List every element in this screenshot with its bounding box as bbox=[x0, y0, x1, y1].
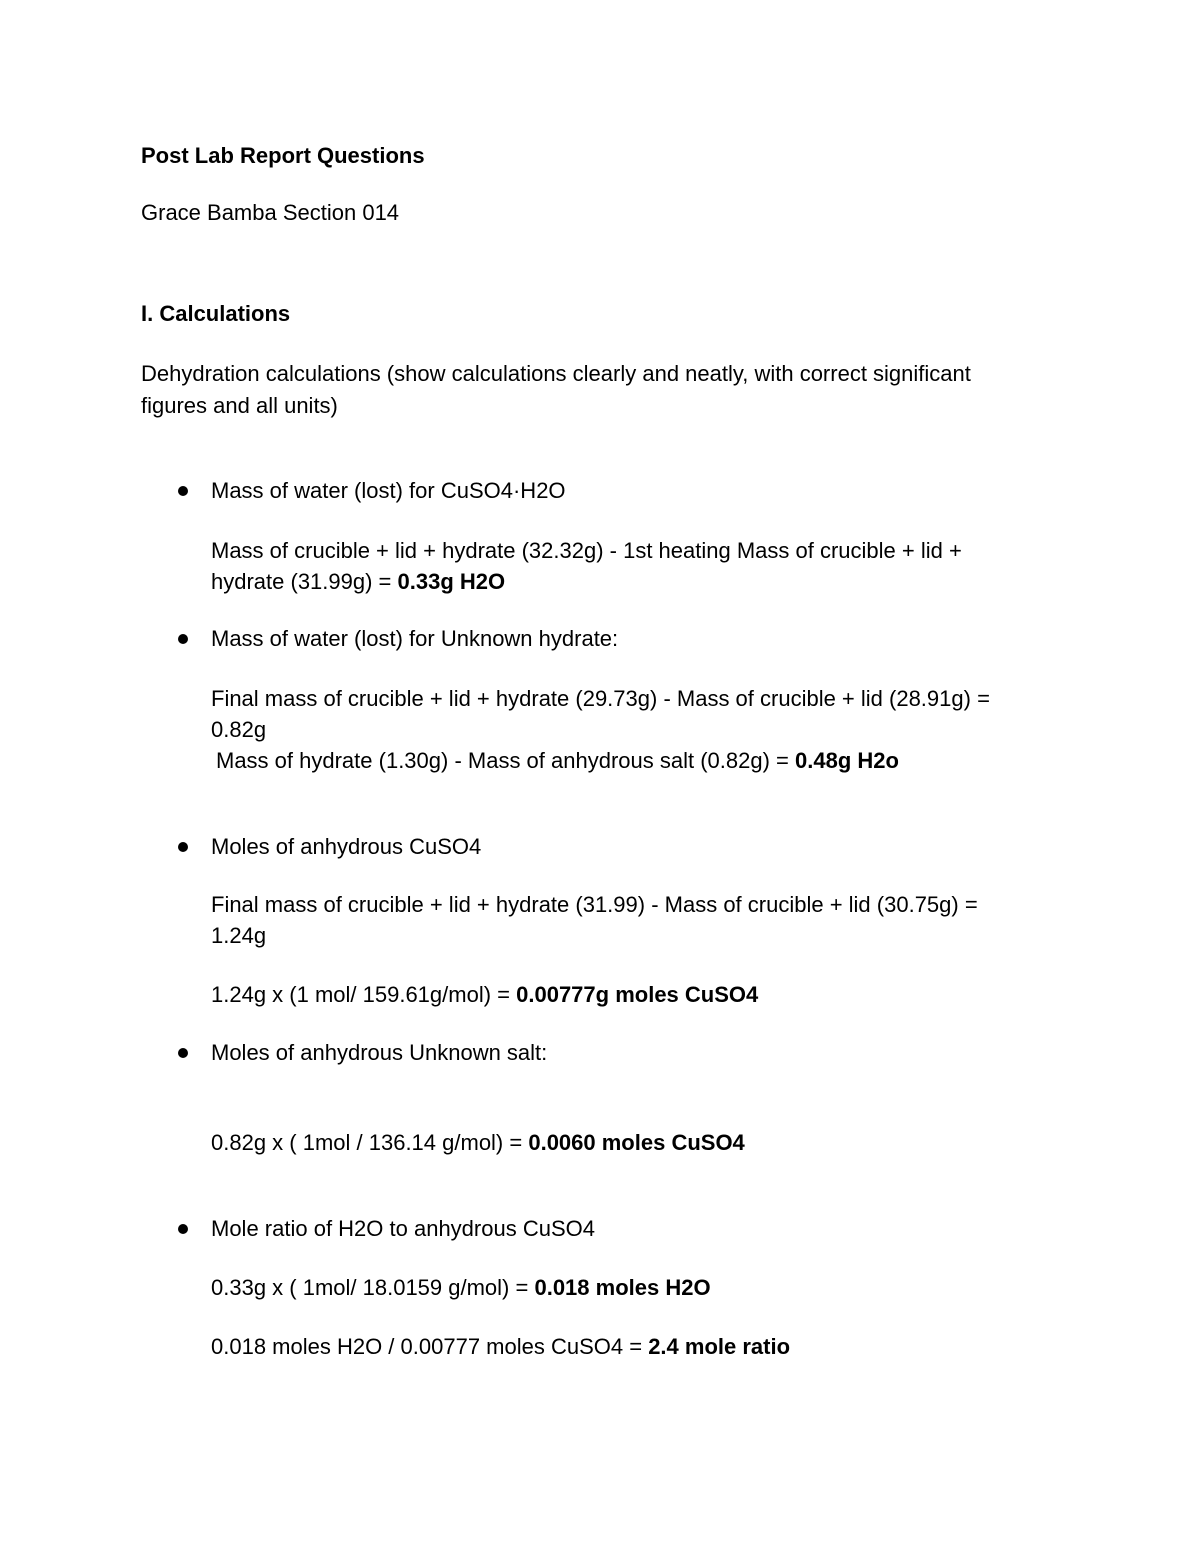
bullet-icon bbox=[178, 1048, 188, 1058]
bullet-icon bbox=[178, 634, 188, 644]
item-line: 1.24g bbox=[211, 923, 267, 948]
item-line: hydrate (31.99g) = 0.33g H2O bbox=[211, 569, 506, 594]
item-line: 1.24g x (1 mol/ 159.61g/mol) = 0.00777g moles CuSO4 bbox=[211, 982, 759, 1007]
bullet-icon bbox=[178, 1224, 188, 1234]
page-title: Post Lab Report Questions bbox=[141, 143, 425, 168]
item-line: Mass of hydrate (1.30g) - Mass of anhydrous salt (0.82g) = 0.48g H2o bbox=[216, 748, 899, 773]
item-label: Moles of anhydrous Unknown salt: bbox=[211, 1040, 548, 1065]
item-line: 0.82g x ( 1mol / 136.14 g/mol) = 0.0060 moles CuSO4 bbox=[211, 1130, 745, 1155]
section-heading: I. Calculations bbox=[141, 301, 291, 326]
item-label: Mole ratio of H2O to anhydrous CuSO4 bbox=[211, 1216, 595, 1241]
item-line: 0.018 moles H2O / 0.00777 moles CuSO4 = 2.4 mole ratio bbox=[211, 1334, 791, 1359]
intro-line-1: Dehydration calculations (show calculations clearly and neatly, with correct significant bbox=[141, 361, 971, 386]
item-label: Mass of water (lost) for CuSO4·H2O bbox=[211, 478, 566, 503]
item-line: 0.82g bbox=[211, 717, 267, 742]
bullet-icon bbox=[178, 486, 188, 496]
intro-line-2: figures and all units) bbox=[141, 393, 338, 418]
item-label: Mass of water (lost) for Unknown hydrate: bbox=[211, 626, 619, 651]
author-line: Grace Bamba Section 014 bbox=[141, 200, 400, 225]
item-line: Final mass of crucible + lid + hydrate (29.73g) - Mass of crucible + lid (28.91g) = bbox=[211, 686, 990, 711]
item-line: Mass of crucible + lid + hydrate (32.32g) - 1st heating Mass of crucible + lid + bbox=[211, 538, 962, 563]
item-line: Final mass of crucible + lid + hydrate (31.99) - Mass of crucible + lid (30.75g) = bbox=[211, 892, 978, 917]
item-label: Moles of anhydrous CuSO4 bbox=[211, 834, 482, 859]
item-line: 0.33g x ( 1mol/ 18.0159 g/mol) = 0.018 moles H2O bbox=[211, 1275, 711, 1300]
bullet-icon bbox=[178, 842, 188, 852]
